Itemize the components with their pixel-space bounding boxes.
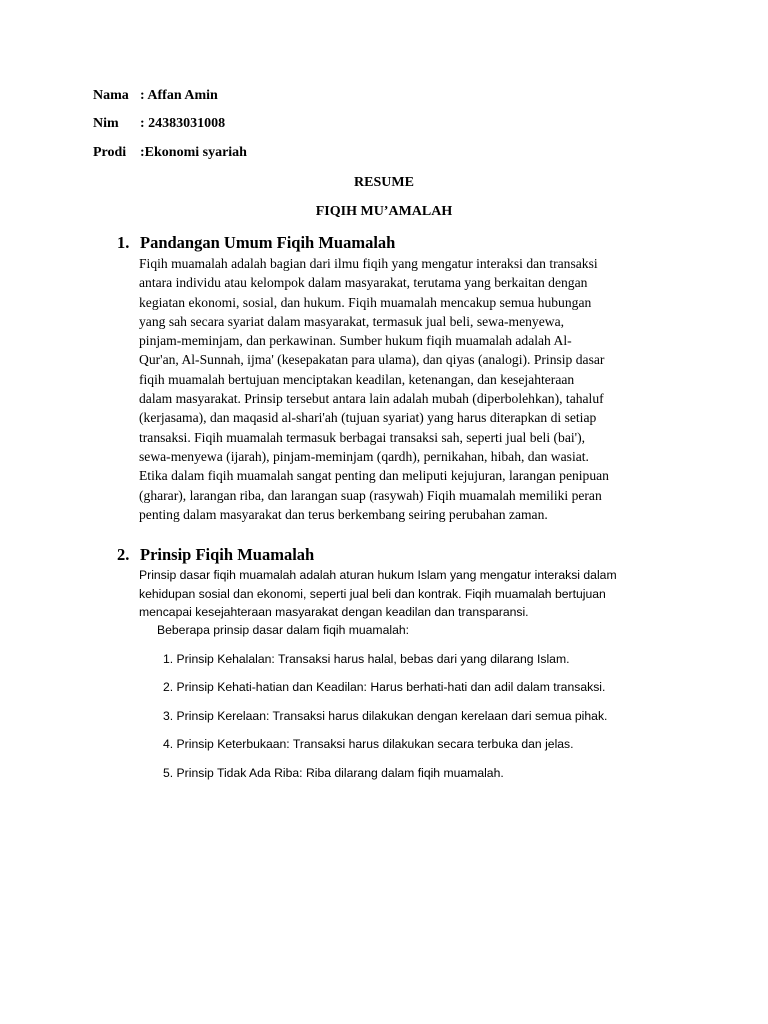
paragraph-line: yang sah secara syariat dalam masyarakat, termasuk jual beli, sewa-menyewa, <box>139 313 565 329</box>
principle-list-item: 1. Prinsip Kehalalan: Transaksi harus halal, bebas dari yang dilarang Islam. <box>163 652 570 666</box>
student-id-row <box>93 116 225 132</box>
document-title: RESUME <box>354 175 414 190</box>
paragraph-line: Qur'an, Al-Sunnah, ijma' (kesepakatan para ulama), dan qiyas (analogi). Prinsip dasar <box>139 352 605 368</box>
paragraph-line: fiqih muamalah bertujuan menciptakan keadilan, ketenangan, dan kesejahteraan <box>139 371 575 387</box>
paragraph-line: (kerjasama), dan maqasid al-shari'ah (tujuan syariat) yang harus diterapkan di setiap <box>139 410 597 426</box>
paragraph-line: sewa-menyewa (ijarah), pinjam-meminjam (qardh), pernikahan, hibah, dan wasiat. <box>139 448 589 464</box>
principles-intro: Beberapa prinsip dasar dalam fiqih muamalah: <box>157 623 410 637</box>
paragraph-line: penting dalam masyarakat dan terus berkembang seiring perubahan zaman. <box>139 506 548 522</box>
prodi-label: Prodi <box>93 145 127 160</box>
paragraph-line: pinjam-meminjam, dan perkawinan. Sumber hukum fiqih muamalah adalah Al- <box>139 333 572 349</box>
principle-list-item: 5. Prinsip Tidak Ada Riba: Riba dilarang dalam fiqih muamalah. <box>163 766 504 780</box>
paragraph-line: transaksi. Fiqih muamalah termasuk berbagai transaksi sah, seperti jual beli (bai'), <box>139 429 586 445</box>
name-label: Nama <box>93 88 129 103</box>
paragraph-line: kehidupan sosial dan ekonomi, seperti jual beli dan kontrak. Fiqih muamalah bertujuan <box>139 586 606 601</box>
paragraph-line: Etika dalam fiqih muamalah sangat penting dan meliputi kejujuran, larangan penipuan <box>139 468 609 484</box>
document-subtitle: FIQIH MU’AMALAH <box>315 204 453 219</box>
study-program-row <box>93 145 247 161</box>
principle-list-item: 3. Prinsip Kerelaan: Transaksi harus dilakukan dengan kerelaan dari semua pihak. <box>163 709 608 723</box>
name-value: : Affan Amin <box>140 88 218 103</box>
section-2-title: Prinsip Fiqih Muamalah <box>140 545 315 564</box>
paragraph-line: mencapai kesejahteraan masyarakat dengan keadilan dan transparansi. <box>139 605 529 619</box>
student-name-row <box>93 88 218 104</box>
section-2-number: 2. <box>117 545 130 564</box>
paragraph-line: Fiqih muamalah adalah bagian dari ilmu fiqih yang mengatur interaksi dan transaksi <box>139 256 598 271</box>
paragraph-line: kegiatan ekonomi, sosial, dan hukum. Fiqih muamalah mencakup semua hubungan <box>139 294 592 310</box>
principle-list-item: 4. Prinsip Keterbukaan: Transaksi harus dilakukan secara terbuka dan jelas. <box>163 737 574 751</box>
section-2-paragraph <box>139 566 617 622</box>
section-1-paragraph <box>139 254 659 524</box>
section-1-title: Pandangan Umum Fiqih Muamalah <box>140 233 396 252</box>
paragraph-line: (gharar), larangan riba, dan larangan suap (rasywah) Fiqih muamalah memiliki peran <box>139 487 602 503</box>
paragraph-line: Prinsip dasar fiqih muamalah adalah aturan hukum Islam yang mengatur interaksi dalam <box>139 568 617 582</box>
nim-label: Nim <box>93 116 119 131</box>
nim-value: : 24383031008 <box>140 116 226 131</box>
prodi-value: :Ekonomi syariah <box>140 145 247 160</box>
section-1-number: 1. <box>117 233 130 252</box>
paragraph-line: antara individu atau kelompok dalam masyarakat, terutama yang berkaitan dengan <box>139 275 588 291</box>
paragraph-line: dalam masyarakat. Prinsip tersebut antara lain adalah mubah (diperbolehkan), tahaluf <box>139 391 604 407</box>
principle-list-item: 2. Prinsip Kehati-hatian dan Keadilan: Harus berhati-hati dan adil dalam transaksi. <box>163 680 606 694</box>
